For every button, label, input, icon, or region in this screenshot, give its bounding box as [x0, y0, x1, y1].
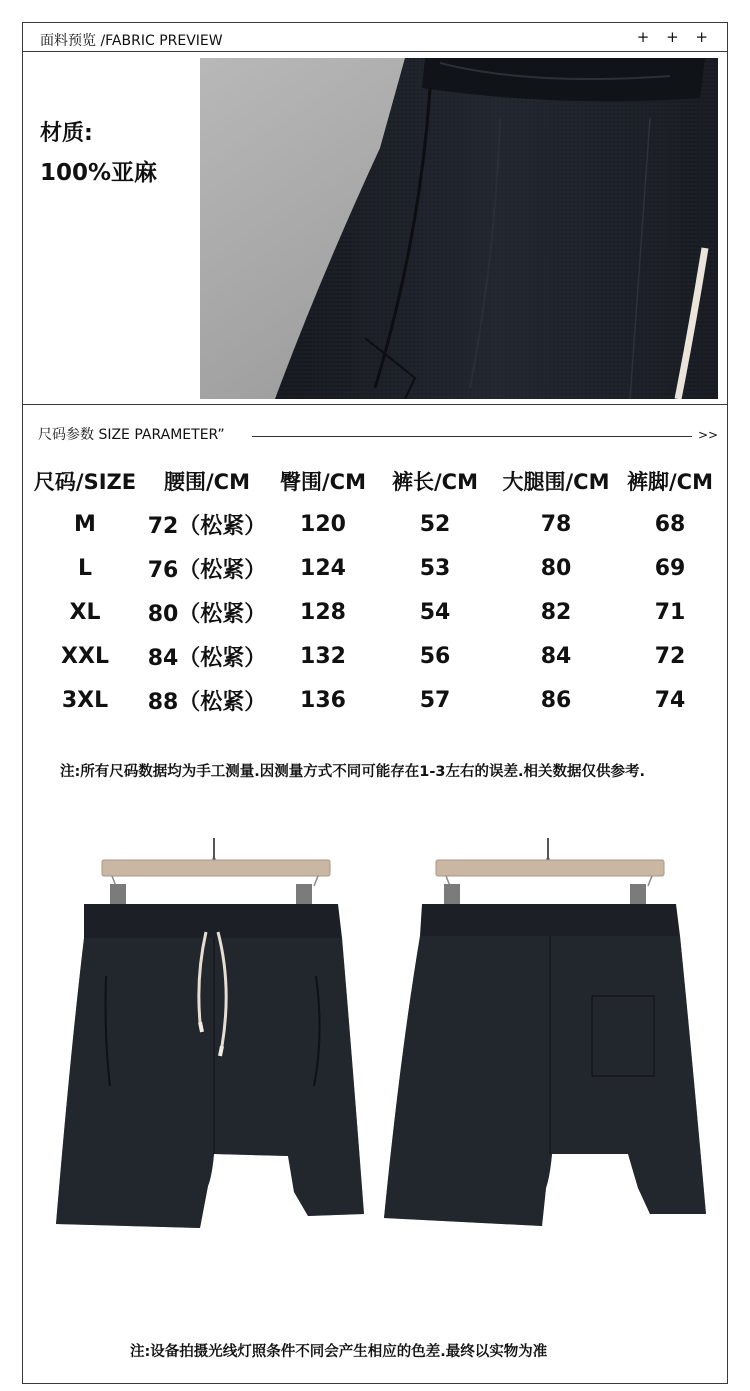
thigh-cell: 78: [540, 511, 572, 537]
header-cell: 尺码/SIZE: [33, 470, 137, 494]
table-row: [26, 546, 722, 590]
fabric-closeup-photo: [200, 58, 718, 399]
header-cell: 裤长/CM: [392, 470, 478, 494]
hip-cell: 124: [300, 555, 346, 581]
length-cell: 52: [419, 511, 451, 537]
length-cell: 57: [419, 687, 451, 713]
header-cell: 臀围/CM: [280, 470, 366, 494]
waist-cell: 88（松紧）: [147, 689, 267, 715]
size-cell: XL: [69, 599, 101, 625]
header-cell: 腰围/CM: [164, 470, 250, 494]
waist-cell: 80（松紧）: [147, 601, 267, 627]
waist-cell: 76（松紧）: [147, 557, 267, 583]
hip-cell: 120: [300, 511, 346, 537]
size-table: [26, 460, 722, 722]
thigh-cell: 80: [540, 555, 572, 581]
shorts-front-photo: [46, 836, 376, 1246]
size-cell: 3XL: [61, 687, 109, 713]
size-cell: M: [74, 511, 96, 537]
shorts-back-photo: [380, 836, 716, 1246]
table-row: [26, 678, 722, 722]
section-divider: [22, 404, 728, 405]
hem-cell: 72: [654, 643, 686, 669]
hem-cell: 74: [654, 687, 686, 713]
hem-cell: 68: [654, 511, 686, 537]
length-cell: 56: [419, 643, 451, 669]
thigh-cell: 84: [540, 643, 572, 669]
header-cell: 裤脚/CM: [627, 470, 713, 494]
size-cell: XXL: [61, 643, 109, 669]
material-value: 100%亚麻: [40, 160, 158, 186]
material-label: 材质:: [40, 121, 93, 146]
table-row: [26, 634, 722, 678]
size-title-rule: [252, 436, 692, 437]
table-row: [26, 590, 722, 634]
waist-cell: 84（松紧）: [147, 645, 267, 671]
hem-cell: 69: [654, 555, 686, 581]
thigh-cell: 82: [540, 599, 572, 625]
length-cell: 53: [419, 555, 451, 581]
table-row: [26, 502, 722, 546]
double-arrow-icon: >>: [698, 428, 719, 442]
plus-icons: + + +: [636, 28, 714, 46]
header-cell: 大腿围/CM: [502, 470, 610, 494]
hip-cell: 128: [300, 599, 346, 625]
header-divider: [22, 51, 728, 52]
hip-cell: 132: [300, 643, 346, 669]
thigh-cell: 86: [540, 687, 572, 713]
size-cell: L: [77, 555, 93, 581]
hem-cell: 71: [654, 599, 686, 625]
length-cell: 54: [419, 599, 451, 625]
waist-cell: 72（松紧）: [147, 513, 267, 539]
size-parameter-title: 尺码参数 SIZE PARAMETER”: [38, 427, 225, 443]
measurement-note: 注:所有尺码数据均为手工测量.因测量方式不同可能存在1-3左右的误差.相关数据仅供参考.: [60, 764, 646, 780]
color-difference-note: 注:设备拍摄光线灯照条件不同会产生相应的色差.最终以实物为准: [130, 1344, 548, 1360]
hip-cell: 136: [300, 687, 346, 713]
size-table-header: [26, 460, 722, 502]
fabric-preview-title: 面料预览 /FABRIC PREVIEW: [40, 33, 223, 49]
